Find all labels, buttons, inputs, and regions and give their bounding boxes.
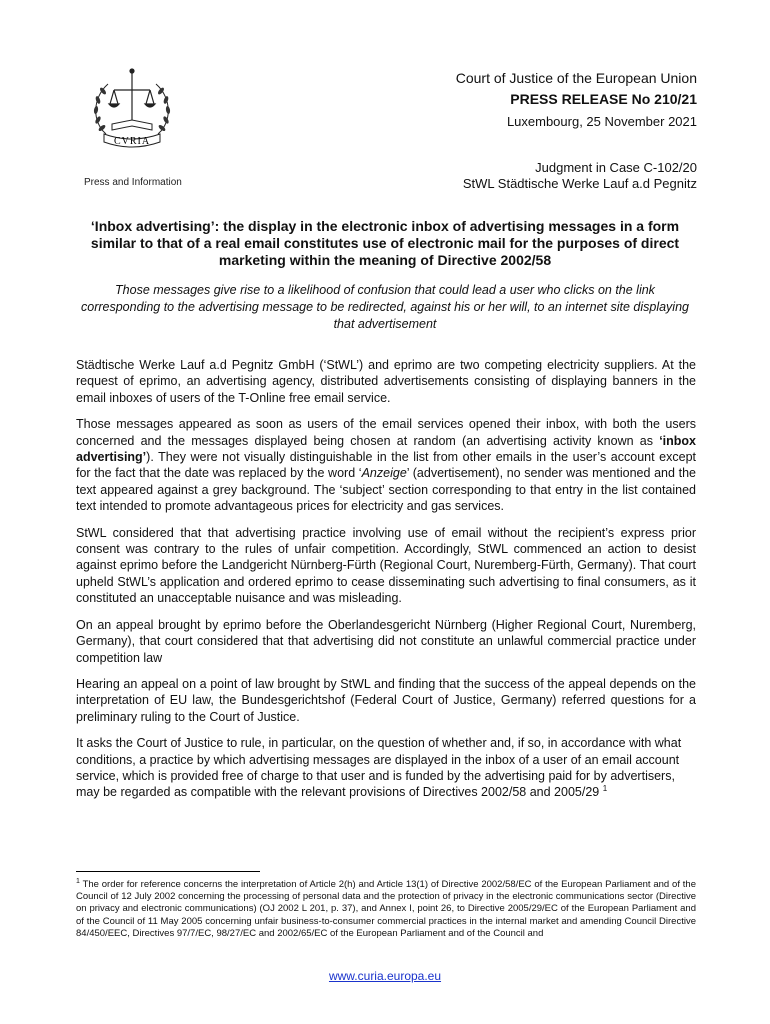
footnote-reference[interactable]: 1 [602,784,608,794]
footnote [76,879,696,940]
release-header [277,70,697,130]
inbox-advertising-term: ‘inbox advertising’ [76,433,696,465]
press-info-label: Press and Information [84,177,182,188]
subheadline: Those messages give rise to a likelihood of confusion that could lead a user who clicks on the link corresponding to the advertising message to be redirected, against his or her will, to an internet site displaying that advertisement [81,283,689,331]
curia-emblem-icon [84,64,180,156]
paragraph-2-part-c: ’ (advertisement), no sender was mentioned and the text appeared against a grey background. The ‘subject’ section corresponding to that entry in the list contained text intended to promote advantageous prices for electricity and gas services. [76,466,697,514]
paragraph-6 [76,735,696,801]
paragraph-2-part-a: Those messages appeared as soon as users of the email services opened their inbox, with both the users concerned and the messages displayed being chosen at random (an advertising activity known as [76,417,696,448]
paragraph-5: Hearing an appeal on a point of law brought by StWL and finding that the success of the appeal depends on the interpretation of EU law, the Bundesgerichtshof (Federal Court of Justice, Germany) referred questions for a preliminary ruling to the Court of Justice. [76,676,696,724]
footnote-text: The order for reference concerns the interpretation of Article 2(h) and Article 13(1) of Directive 2002/58/EC of the European Parliament and of the Council of 12 July 2002 concerning the processing of personal data and the protection of privacy in the electronic communications sector (Directive on privacy and electronic communications) (OJ 2002 L 201, p. 37), and Annex I, point 26, to Directive 2005/29/EC of the European Parliament and of the Council of 11 May 2005 concerning unfair business-to-consumer commercial practices in the internal market and amending Council Directive 84/450/EEC, Directives 97/7/EC, 98/27/EC and 2002/65/EC of the European Parliament and of the Council and [76,879,696,939]
paragraph-4: On an appeal brought by eprimo before the Oberlandesgericht Nürnberg (Higher Regional Court, Nuremberg, Germany), that court considered that that advertising did not constitute an unlawful commercial practice under competition law [76,617,696,665]
judgment-parties: StWL Städtische Werke Lauf a.d Pegnitz [462,176,697,191]
paragraph-1: Städtische Werke Lauf a.d Pegnitz GmbH (‘StWL’) and eprimo are two competing electricity suppliers. At the request of eprimo, an advertising agency, distributed advertisements consisting of displaying banners in the email inboxes of users of the T-Online free email service. [76,358,696,405]
judgment-reference [277,160,697,192]
anzeige-term: Anzeige [361,466,407,481]
curia-website-link[interactable]: www.curia.europa.eu [328,969,442,983]
paragraph-2-part-b: ). They were not visually distinguishable in the list from other emails in the user’s account except for the fact that the date was replaced by the word ‘ [76,450,696,481]
paragraph-6-text: It asks the Court of Justice to rule, in particular, on the question of whether and, if so, in accordance with what conditions, a practice by which advertising messages are displayed in the inbox of a user of an email account service, which is provided free of charge to that user and is funded by the advertising paid for by advertisers, may be regarded as compatible with the relevant provisions of Directives 2002/58 and 2005/29 [76,736,682,800]
paragraph-3: StWL considered that that advertising practice involving use of email without the recipient’s express prior consent was contrary to the rules of unfair competition. Accordingly, StWL commenced an action to desist against eprimo before the Landgericht Nürnberg-Fürth (Regional Court, Nuremberg-Fürth, Germany). That court upheld StWL’s application and ordered eprimo to cease disseminating such advertising to final consumers, as it constituted an unacceptable nuisance and was misleading. [76,525,696,606]
body-text [76,357,696,811]
footer [0,969,770,983]
release-date: Luxembourg, 25 November 2021 [506,114,697,129]
curia-logo [84,64,180,156]
footnote-divider [76,871,260,872]
paragraph-2 [76,416,696,514]
court-name: Court of Justice of the European Union [455,70,697,86]
footnote-number: 1 [76,877,80,885]
judgment-case: Judgment in Case C-102/20 [535,160,697,175]
press-release-number: PRESS RELEASE No 210/21 [510,91,697,107]
logo-text: CVRIA [113,136,151,147]
headline: ‘Inbox advertising’: the display in the electronic inbox of advertising messages in a form similar to that of a real email constitutes use of electronic mail for the purposes of direct marketing within the meaning of Directive 2002/58 [90,218,680,268]
